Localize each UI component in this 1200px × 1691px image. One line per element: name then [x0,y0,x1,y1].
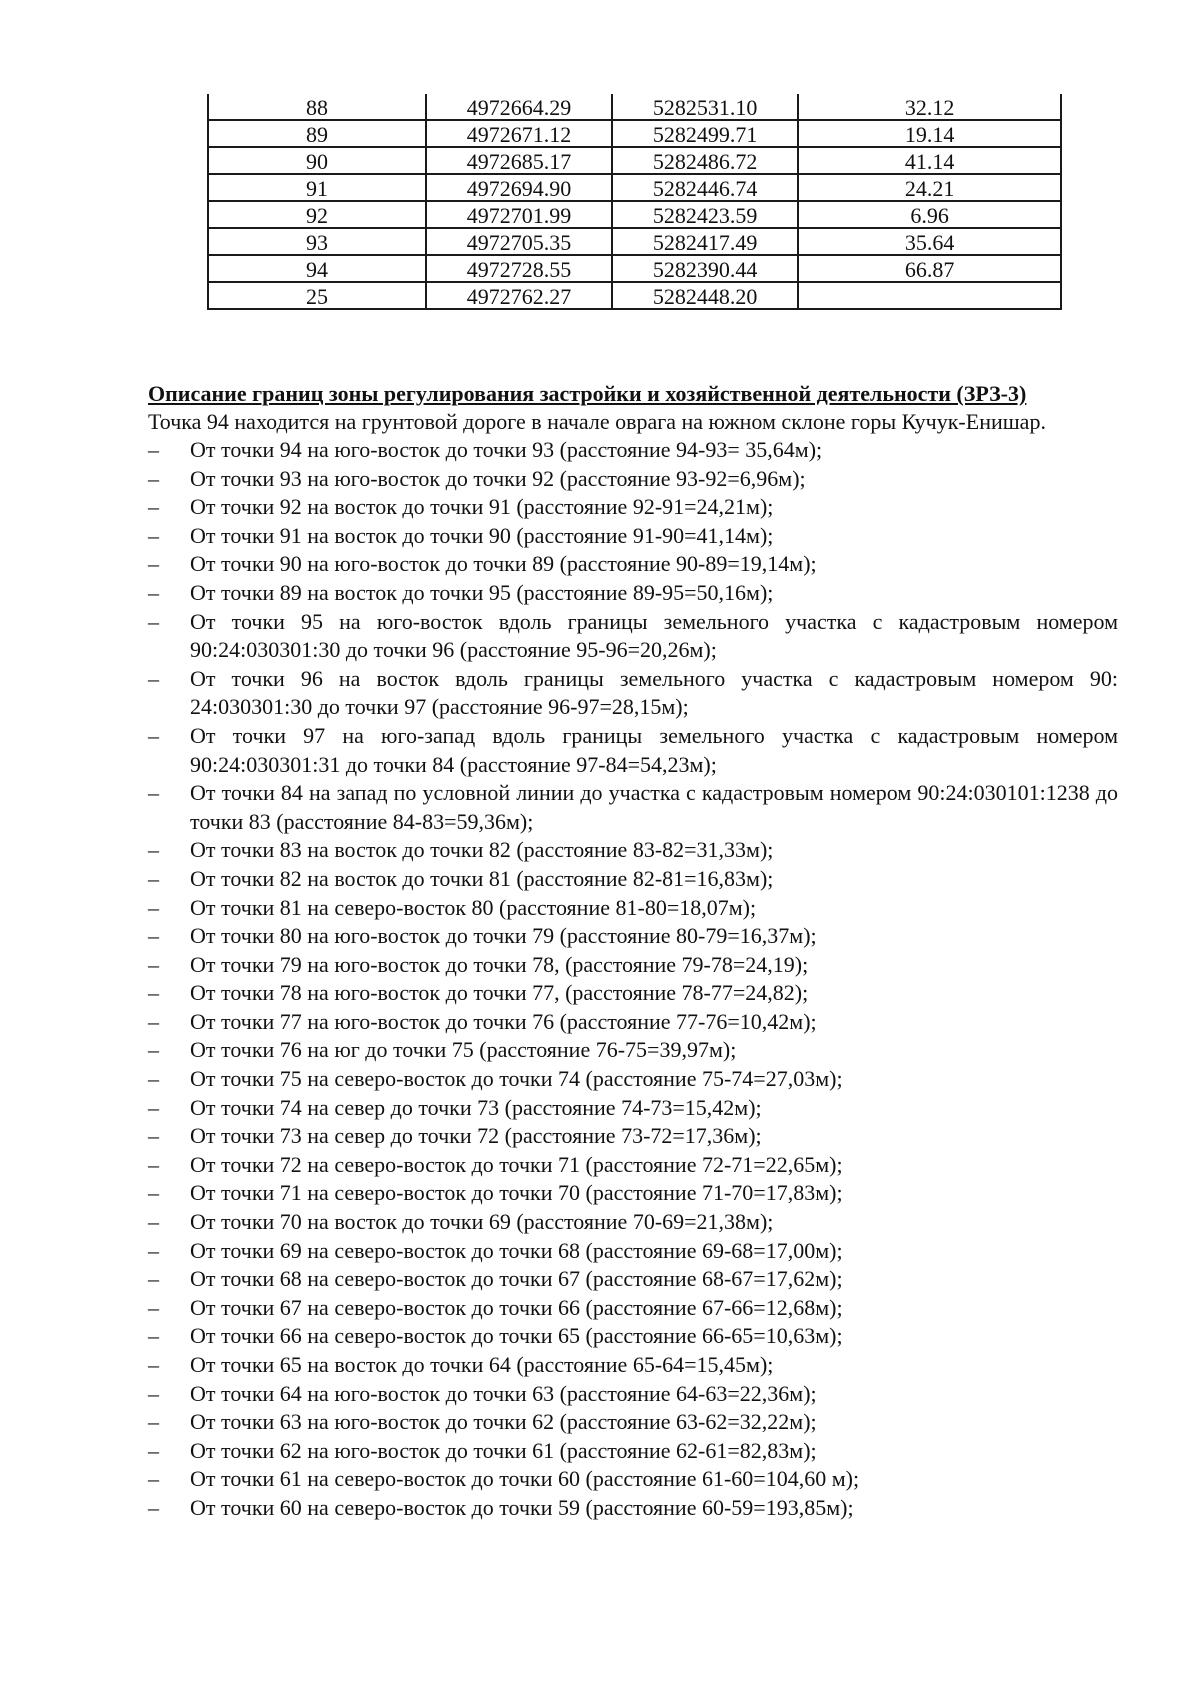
list-dash: – [148,780,159,806]
list-item [148,779,1118,836]
list-dash: – [148,665,159,691]
list-item [148,465,1118,494]
list-item-text: От точки 71 на северо-восток до точки 70 (расстояние 71-70=17,83м); [190,1180,843,1206]
list-item-text: От точки 65 на восток до точки 64 (расстояние 65-64=15,45м); [190,1352,774,1377]
list-dash: – [148,1037,159,1063]
list-dash: – [148,579,159,605]
list-item [148,1322,1118,1351]
point-number-cell: 89 [208,120,426,147]
list-dash: – [148,1151,159,1177]
list-item [148,550,1118,579]
list-item-text: От точки 81 на северо-восток 80 (расстояние 81-80=18,07м); [190,894,757,920]
list-item-text: От точки 62 на юго-восток до точки 61 (расстояние 62-61=82,83м); [190,1437,817,1463]
list-dash: – [148,1437,159,1463]
list-item-text: От точки 80 на юго-восток до точки 79 (расстояние 80-79=16,37м); [190,923,817,949]
list-dash: – [148,837,159,863]
zrz3-section [148,380,1118,1523]
list-item [148,722,1118,779]
distance-cell: 32.12 [798,94,1061,120]
y-coordinate-cell: 5282390.44 [612,255,798,282]
list-item [148,836,1118,865]
list-item-text: От точки 61 на северо-восток до точки 60 (расстояние 61-60=104,60 м); [190,1466,860,1492]
section-title: Описание границ зоны регулирования застройки и хозяйственной деятельности (ЗРЗ-3) [148,381,1027,406]
list-item-text: От точки 90 на юго-восток до точки 89 (расстояние 90-89=19,14м); [190,551,817,577]
list-item-text: От точки 94 на юго-восток до точки 93 (расстояние 94-93= 35,64м); [190,437,823,462]
list-item-text: От точки 64 на юго-восток до точки 63 (расстояние 64-63=22,36м); [190,1380,817,1406]
list-dash: – [148,1237,159,1263]
boundary-description-list [148,436,1118,1523]
x-coordinate-cell: 4972762.27 [426,282,612,309]
list-item-text: От точки 89 на восток до точки 95 (расстояние 89-95=50,16м); [190,579,774,605]
table-row [208,94,1061,120]
y-coordinate-cell: 5282446.74 [612,174,798,201]
list-item-text: От точки 60 на северо-восток до точки 59 (расстояние 60-59=193,85м); [190,1494,854,1520]
list-item [148,1465,1118,1494]
list-item [148,493,1118,522]
list-dash: – [148,1380,159,1406]
table-row [208,147,1061,174]
list-item [148,579,1118,608]
distance-cell: 41.14 [798,147,1061,174]
point-number-cell: 94 [208,255,426,282]
list-item [148,1380,1118,1409]
list-item-text: От точки 82 на восток до точки 81 (расстояние 82-81=16,83м); [190,865,774,891]
list-item [148,865,1118,894]
list-item [148,922,1118,951]
list-dash: – [148,951,159,977]
list-item [148,979,1118,1008]
distance-cell [798,282,1061,309]
list-item [148,1265,1118,1294]
distance-cell: 24.21 [798,174,1061,201]
list-dash: – [148,894,159,920]
list-item-text: От точки 73 на север до точки 72 (расстояние 73-72=17,36м); [190,1123,762,1149]
coordinates-table-body [208,94,1061,309]
point-number-cell: 90 [208,147,426,174]
point-number-cell: 92 [208,201,426,228]
list-item [148,1094,1118,1123]
distance-cell: 35.64 [798,228,1061,255]
list-item [148,1494,1118,1523]
list-item [148,1351,1118,1380]
point-number-cell: 88 [208,94,426,120]
list-item-text: От точки 97 на юго-запад вдоль границы земельного участка с кадастровым номером 90:24:030301:31 до точки 84 (расстояние 97-84=54,23м); [190,722,1118,777]
list-item [148,1208,1118,1237]
list-dash: – [148,1180,159,1206]
list-item-text: От точки 66 на северо-восток до точки 65 (расстояние 66-65=10,63м); [190,1323,843,1349]
list-item-text: От точки 83 на восток до точки 82 (расстояние 83-82=31,33м); [190,837,774,863]
x-coordinate-cell: 4972694.90 [426,174,612,201]
list-dash: – [148,1466,159,1492]
table-row [208,120,1061,147]
list-item-text: От точки 74 на север до точки 73 (расстояние 74-73=15,42м); [190,1094,762,1120]
list-item-text: От точки 77 на юго-восток до точки 76 (расстояние 77-76=10,42м); [190,1008,817,1034]
y-coordinate-cell: 5282499.71 [612,120,798,147]
list-dash: – [148,608,159,634]
list-item-text: От точки 63 на юго-восток до точки 62 (расстояние 63-62=32,22м); [190,1409,817,1435]
list-item [148,1065,1118,1094]
y-coordinate-cell: 5282486.72 [612,147,798,174]
list-dash: – [148,1008,159,1034]
y-coordinate-cell: 5282417.49 [612,228,798,255]
x-coordinate-cell: 4972664.29 [426,94,612,120]
list-dash: – [148,465,159,491]
list-item [148,1237,1118,1266]
list-dash: – [148,1323,159,1349]
list-dash: – [148,1066,159,1092]
list-item-text: От точки 96 на восток вдоль границы земельного участка с кадастровым номером 90: 24:030301:30 до точки 97 (расстояние 96-97=28,15м); [190,665,1118,720]
list-dash: – [148,722,159,748]
table-row [208,255,1061,282]
list-item [148,1122,1118,1151]
list-item-text: От точки 95 на юго-восток вдоль границы земельного участка с кадастровым номером 90:24:030301:30 до точки 96 (расстояние 95-96=20,26м); [190,608,1118,663]
coordinates-table [207,94,1062,310]
list-item [148,1408,1118,1437]
x-coordinate-cell: 4972701.99 [426,201,612,228]
list-item-text: От точки 72 на северо-восток до точки 71 (расстояние 72-71=22,65м); [190,1151,843,1177]
section-intro: Точка 94 находится на грунтовой дороге в начале оврага на южном склоне горы Кучук-Енишар. [148,409,1046,434]
list-item [148,1036,1118,1065]
list-dash: – [148,980,159,1006]
list-dash: – [148,437,159,462]
list-item-text: От точки 69 на северо-восток до точки 68 (расстояние 69-68=17,00м); [190,1237,843,1263]
list-item-text: От точки 70 на восток до точки 69 (расстояние 70-69=21,38м); [190,1209,774,1235]
table-row [208,282,1061,309]
y-coordinate-cell: 5282423.59 [612,201,798,228]
list-dash: – [148,1266,159,1292]
distance-cell: 6.96 [798,201,1061,228]
list-item-text: От точки 75 на северо-восток до точки 74 (расстояние 75-74=27,03м); [190,1066,843,1092]
list-item-text: От точки 91 на восток до точки 90 (расстояние 91-90=41,14м); [190,522,774,548]
y-coordinate-cell: 5282448.20 [612,282,798,309]
list-item [148,1008,1118,1037]
list-item-text: От точки 84 на запад по условной линии до участка с кадастровым номером 90:24:030101:1238 до точки 83 (расстояние 84-83=59,36м); [190,780,1118,834]
list-item-text: От точки 79 на юго-восток до точки 78, (расстояние 79-78=24,19); [190,951,809,977]
table-row [208,228,1061,255]
list-dash: – [148,1494,159,1520]
list-dash: – [148,1294,159,1320]
list-item [148,665,1118,722]
list-item [148,608,1118,665]
list-item [148,894,1118,923]
point-number-cell: 93 [208,228,426,255]
list-item-text: От точки 93 на юго-восток до точки 92 (расстояние 93-92=6,96м); [190,465,806,491]
list-dash: – [148,1123,159,1149]
list-item-text: От точки 92 на восток до точки 91 (расстояние 92-91=24,21м); [190,494,774,520]
list-dash: – [148,1094,159,1120]
list-item [148,1179,1118,1208]
list-item-text: От точки 68 на северо-восток до точки 67 (расстояние 68-67=17,62м); [190,1266,843,1292]
x-coordinate-cell: 4972728.55 [426,255,612,282]
list-item [148,522,1118,551]
distance-cell: 19.14 [798,120,1061,147]
x-coordinate-cell: 4972685.17 [426,147,612,174]
list-item-text: От точки 78 на юго-восток до точки 77, (расстояние 78-77=24,82); [190,980,809,1006]
y-coordinate-cell: 5282531.10 [612,94,798,120]
list-item [148,1151,1118,1180]
table-row [208,174,1061,201]
x-coordinate-cell: 4972705.35 [426,228,612,255]
list-dash: – [148,923,159,949]
x-coordinate-cell: 4972671.12 [426,120,612,147]
list-item [148,1294,1118,1323]
list-item-text: От точки 67 на северо-восток до точки 66 (расстояние 67-66=12,68м); [190,1294,843,1320]
table-row [208,201,1061,228]
list-dash: – [148,494,159,520]
list-dash: – [148,522,159,548]
list-dash: – [148,1352,159,1377]
point-number-cell: 25 [208,282,426,309]
list-dash: – [148,1209,159,1235]
list-item [148,951,1118,980]
distance-cell: 66.87 [798,255,1061,282]
list-item-text: От точки 76 на юг до точки 75 (расстояние 76-75=39,97м); [190,1037,737,1063]
list-dash: – [148,1409,159,1435]
point-number-cell: 91 [208,174,426,201]
list-item [148,1437,1118,1466]
list-dash: – [148,865,159,891]
list-item [148,436,1118,465]
list-dash: – [148,551,159,577]
